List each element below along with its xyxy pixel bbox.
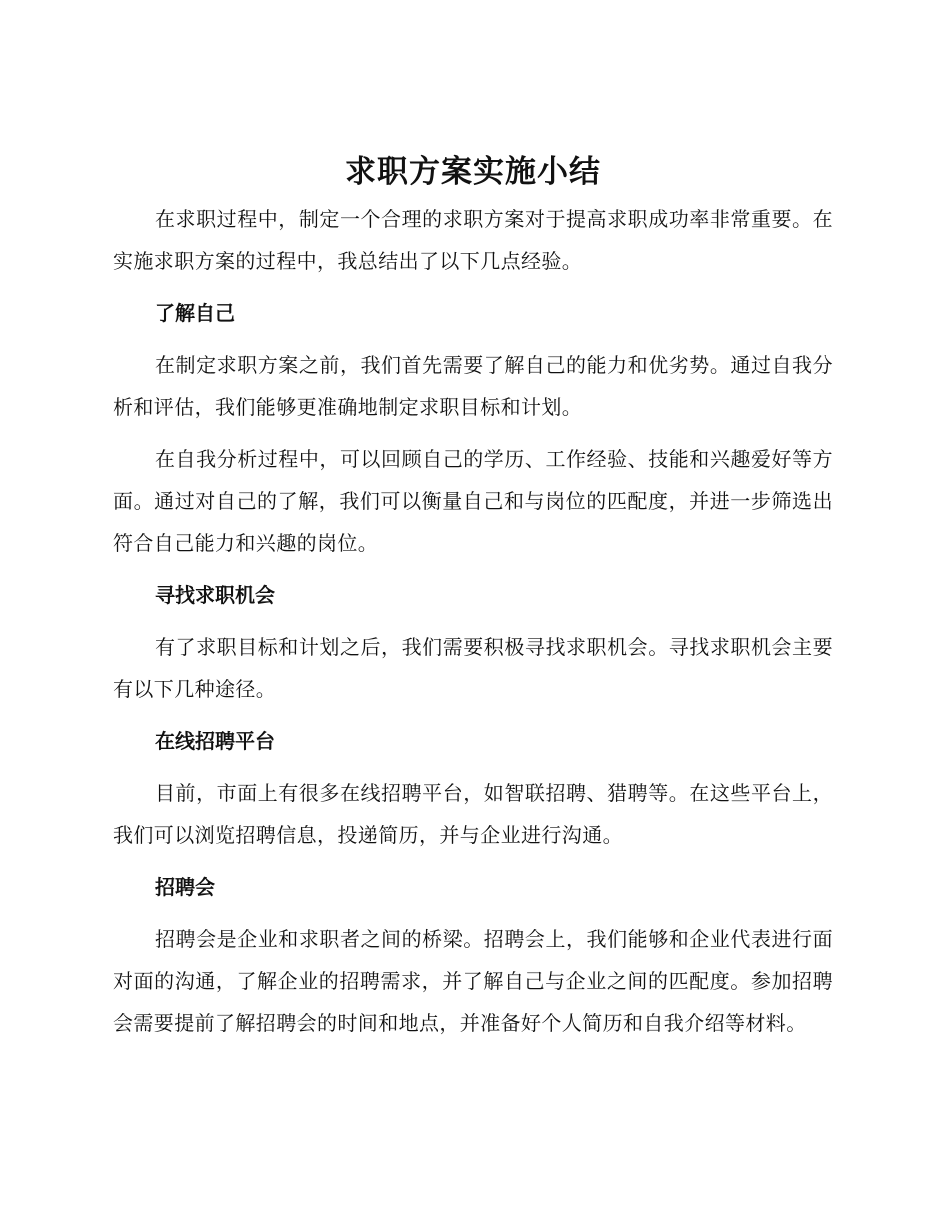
intro-paragraph: 在求职过程中，制定一个合理的求职方案对于提高求职成功率非常重要。在实施求职方案的过程中，我总结出了以下几点经验。 bbox=[113, 207, 833, 273]
document-page bbox=[113, 150, 833, 1054]
paragraph: 招聘会是企业和求职者之间的桥梁。招聘会上，我们能够和企业代表进行面对面的沟通，了解企业的招聘需求，并了解自己与企业之间的匹配度。参加招聘会需要提前了解招聘会的时间和地点，并准备好个人简历和自我介绍等材料。 bbox=[113, 927, 833, 1035]
section-heading-know-yourself: 了解自己 bbox=[155, 301, 235, 325]
section-heading-job-fairs: 招聘会 bbox=[155, 875, 215, 899]
paragraph: 在制定求职方案之前，我们首先需要了解自己的能力和优劣势。通过自我分析和评估，我们能够更准确地制定求职目标和计划。 bbox=[113, 353, 833, 419]
paragraph: 目前，市面上有很多在线招聘平台，如智联招聘、猎聘等。在这些平台上，我们可以浏览招聘信息，投递简历，并与企业进行沟通。 bbox=[113, 781, 833, 847]
section-heading-find-opportunities: 寻找求职机会 bbox=[155, 583, 275, 607]
paragraph: 在自我分析过程中，可以回顾自己的学历、工作经验、技能和兴趣爱好等方面。通过对自己的了解，我们可以衡量自己和与岗位的匹配度，并进一步筛选出符合自己能力和兴趣的岗位。 bbox=[113, 447, 833, 555]
paragraph: 有了求职目标和计划之后，我们需要积极寻找求职机会。寻找求职机会主要有以下几种途径。 bbox=[113, 635, 833, 701]
section-heading-online-platforms: 在线招聘平台 bbox=[155, 729, 275, 753]
document-title: 求职方案实施小结 bbox=[345, 154, 601, 190]
